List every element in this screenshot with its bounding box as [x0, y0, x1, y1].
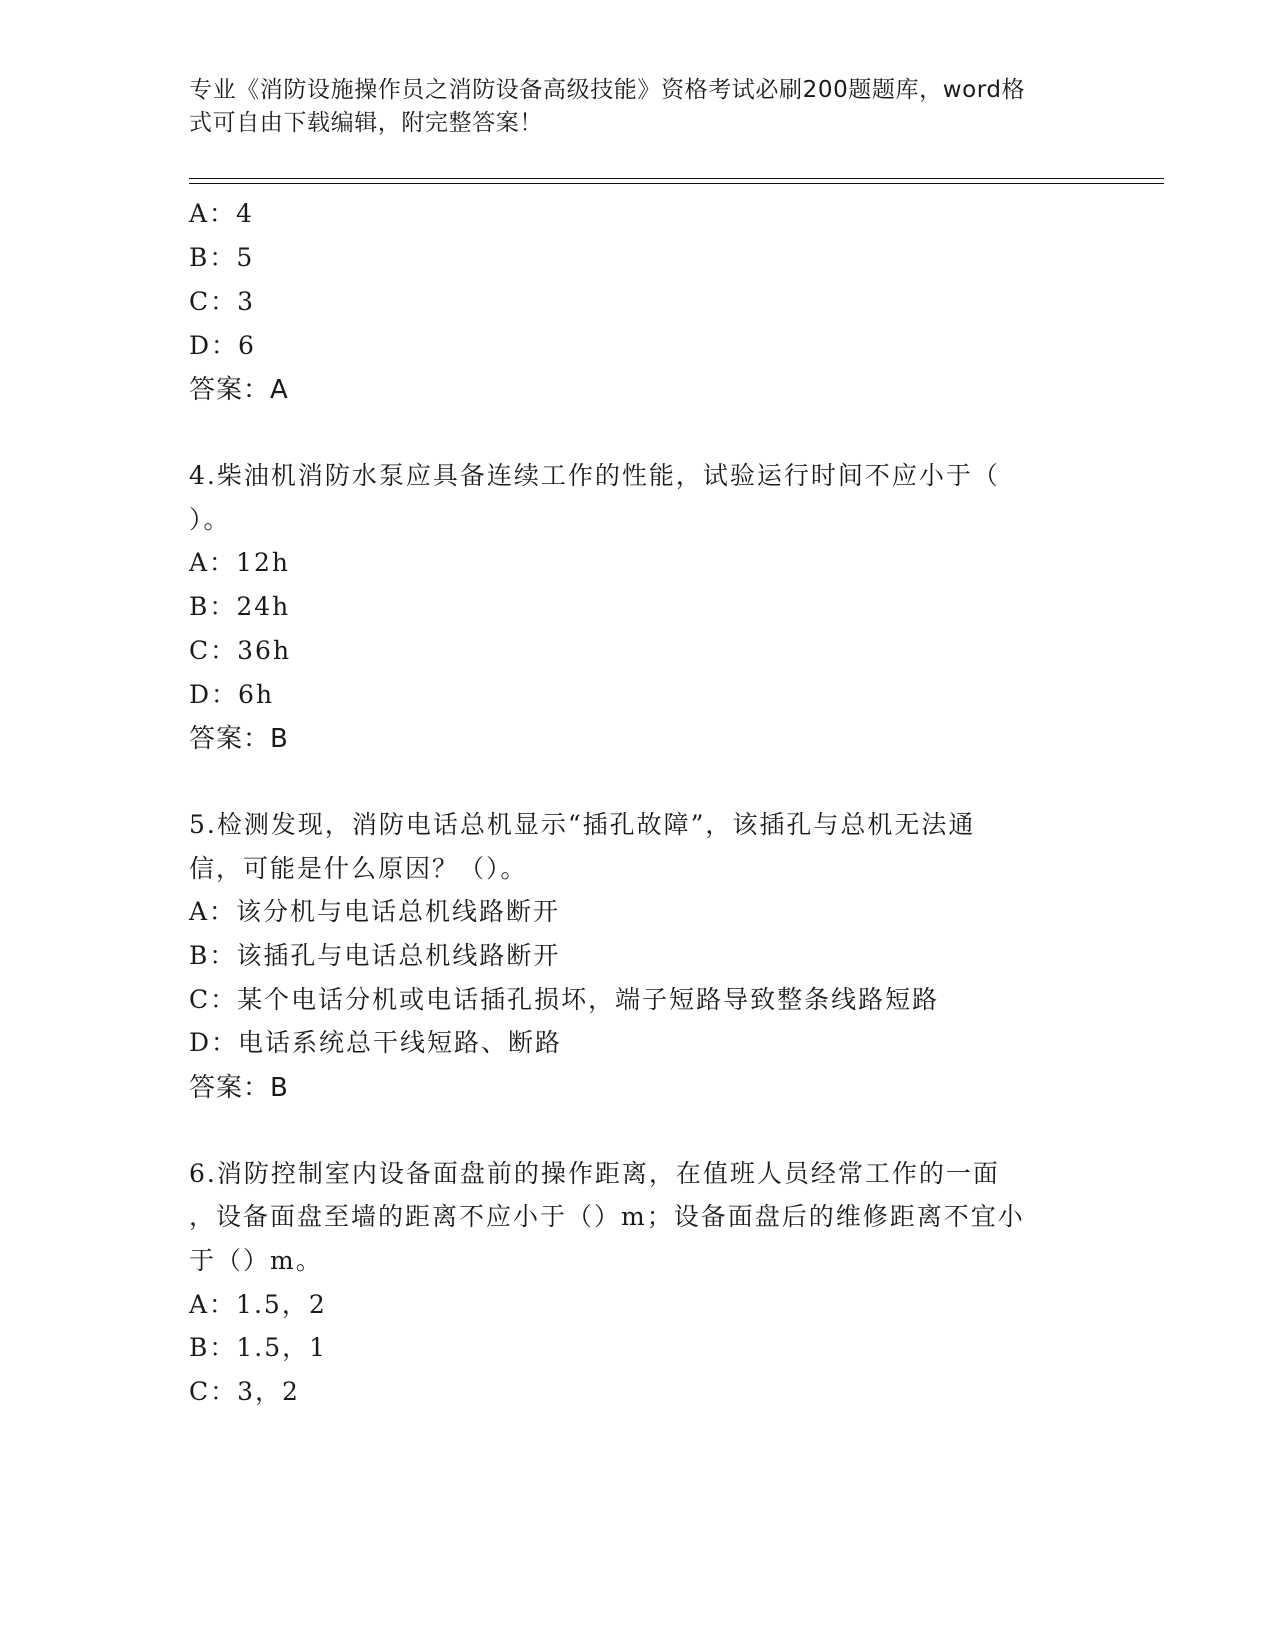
q5-option-b: B：该插孔与电话总机线路断开	[189, 941, 561, 970]
q4-option-c: C：36h	[189, 636, 292, 665]
q6-option-a: A：1.5，2	[189, 1290, 327, 1319]
q5-answer: 答案：B	[189, 1073, 289, 1103]
q3-option-b: B：5	[189, 243, 255, 272]
q5-stem-line-1: 5.检测发现，消防电话总机显示“插孔故障”，该插孔与总机无法通	[189, 810, 976, 839]
q4-option-a: A：12h	[189, 548, 290, 577]
q6-stem-line-2: ，设备面盘至墙的距离不应小于（）m；设备面盘后的维修距离不宜小	[189, 1202, 1025, 1231]
q3-option-c: C：3	[189, 287, 256, 316]
q6-stem-line-3: 于（）m。	[189, 1246, 323, 1275]
q4-answer: 答案：B	[189, 724, 289, 754]
q4-stem-line-1: 4.柴油机消防水泵应具备连续工作的性能，试验运行时间不应小于（	[189, 461, 1000, 490]
q4-option-b: B：24h	[189, 592, 291, 621]
q5-stem-line-2: 信，可能是什么原因？（）。	[189, 854, 528, 883]
q4-stem-line-2: ）。	[189, 505, 231, 534]
q5-option-c: C：某个电话分机或电话插孔损坏，端子短路导致整条线路短路	[189, 985, 940, 1014]
header-line-1: 专业《消防设施操作员之消防设备高级技能》资格考试必刷200题题库，word格	[189, 77, 1026, 103]
q6-option-c: C：3，2	[189, 1377, 300, 1406]
q6-option-b: B：1.5，1	[189, 1333, 328, 1362]
q5-option-a: A：该分机与电话总机线路断开	[189, 897, 561, 926]
header-line-2: 式可自由下载编辑，附完整答案！	[189, 110, 543, 136]
header-rule-bottom	[189, 183, 1164, 184]
q4-option-d: D：6h	[189, 680, 275, 709]
q3-option-d: D：6	[189, 331, 256, 360]
q6-stem-line-1: 6.消防控制室内设备面盘前的操作距离，在值班人员经常工作的一面	[189, 1159, 1000, 1188]
q3-option-a: A：4	[189, 199, 254, 228]
document-header	[189, 74, 1089, 140]
q3-answer: 答案：A	[189, 375, 289, 405]
header-rule-top	[189, 178, 1164, 179]
q5-option-d: D：电话系统总干线短路、断路	[189, 1028, 563, 1057]
